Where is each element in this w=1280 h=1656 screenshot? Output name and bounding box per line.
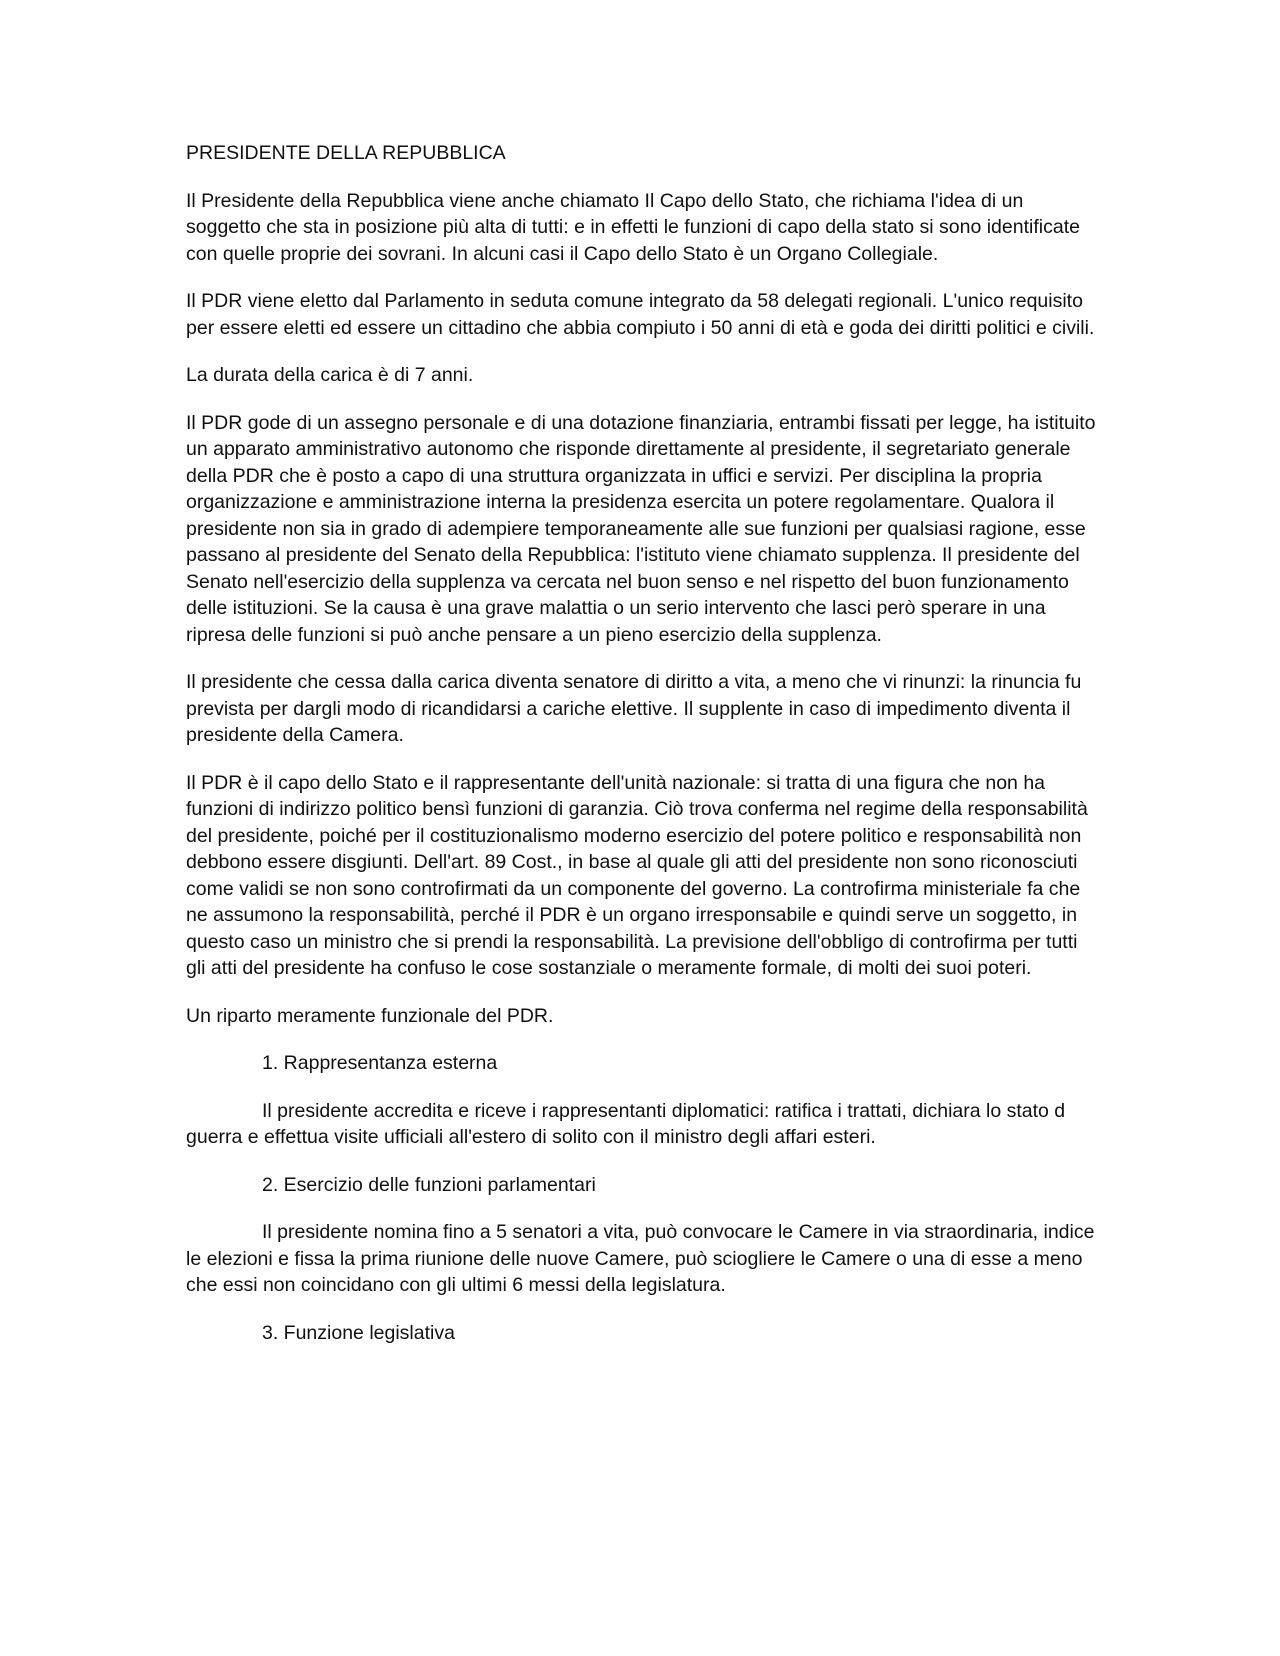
section-heading-external-representation: 1. Rappresentanza esterna (262, 1052, 498, 1074)
paragraph-term: La durata della carica è di 7 anni. (186, 364, 474, 386)
section-heading-parliamentary-functions: 2. Esercizio delle funzioni parlamentari (262, 1173, 596, 1196)
paragraph-supplenza: Il PDR gode di un assegno personale e di una dotazione finanziaria, entrambi fissati per legge, ha istituito un apparato amministrativo autonomo che risponde direttamente al presidente, il segretariato generale della PDR che è posto a capo di una struttura organizzata in uffici e servizi. Per disciplina la propria organizzazione e amministrazione interna la presidenza esercita un potere regolamentare. Qualora il presidente non sia in grado di adempiere temporaneamente alle sue funzioni per qualsiasi ragione, esse passano al presidente del Senato della Repubblica: l'istituto viene chiamato supplenza. Il presidente del Senato nell'esercizio della supplenza va cercata nel buon senso e nel rispetto del buon funzionamento delle istituzioni. Se la causa è una grave malattia o un serio intervento che lasci però sperare in una ripresa delle funzioni si può anche pensare a un pieno esercizio della supplenza. (186, 411, 1096, 646)
document-page (186, 140, 1096, 1367)
section-heading-legislative-function: 3. Funzione legislativa (262, 1321, 455, 1344)
paragraph-senator-for-life: Il presidente che cessa dalla carica diventa senatore di diritto a vita, a meno che vi rinunzi: la rinuncia fu prevista per dargli modo di ricandidarsi a cariche elettive. Il supplente in caso di impedimento diventa il presidente della Camera. (186, 671, 1082, 746)
paragraph-responsibility: Il PDR è il capo dello Stato e il rappresentante dell'unità nazionale: si tratta di una figura che non ha funzioni di indirizzo politico bensì funzioni di garanzia. Ciò trova conferma nel regime della responsabilità del presidente, poiché per il costituzionalismo moderno esercizio del potere politico e responsabilità non debbono essere disgiunti. Dell'art. 89 Cost., in base al quale gli atti del presidente non sono riconosciuti come validi se non sono controfirmati da un componente del governo. La controfirma ministeriale fa che ne assumono la responsabilità, perché il PDR è un organo irresponsabile e quindi serve un soggetto, in questo caso un ministro che si prendi la responsabilità. La previsione dell'obbligo di controfirma per tutti gli atti del presidente ha confuso le cose sostanziale o meramente formale, di molti dei suoi poteri. (186, 771, 1088, 979)
section-body-external-representation: Il presidente accredita e riceve i rappresentanti diplomatici: ratifica i trattati, dichiara lo stato d guerra e effettua visite ufficiali all'estero di solito con il ministro degli affari esteri. (186, 1099, 1066, 1148)
paragraph-intro: Il Presidente della Repubblica viene anche chiamato Il Capo dello Stato, che richiama l'idea di un soggetto che sta in posizione più alta di tutti: e in effetti le funzioni di capo della stato si sono identificate con quelle proprie dei sovrani. In alcuni casi il Capo dello Stato è un Organo Collegiale. (186, 189, 1080, 265)
paragraph-election: Il PDR viene eletto dal Parlamento in seduta comune integrato da 58 delegati regionali. L'unico requisito per essere eletti ed essere un cittadino che abbia compiuto i 50 anni di età e goda dei diritti politici e civili. (186, 290, 1095, 339)
document-title: PRESIDENTE DELLA REPUBBLICA (186, 142, 506, 164)
section-body-parliamentary-functions: Il presidente nomina fino a 5 senatori a vita, può convocare le Camere in via straordinaria, indice le elezioni e fissa la prima riunione delle nuove Camere, può sciogliere le Camere o una di esse a meno che essi non coincidano con gli ultimi 6 messi della legislatura. (186, 1221, 1095, 1296)
paragraph-functional-split: Un riparto meramente funzionale del PDR. (186, 1004, 554, 1027)
